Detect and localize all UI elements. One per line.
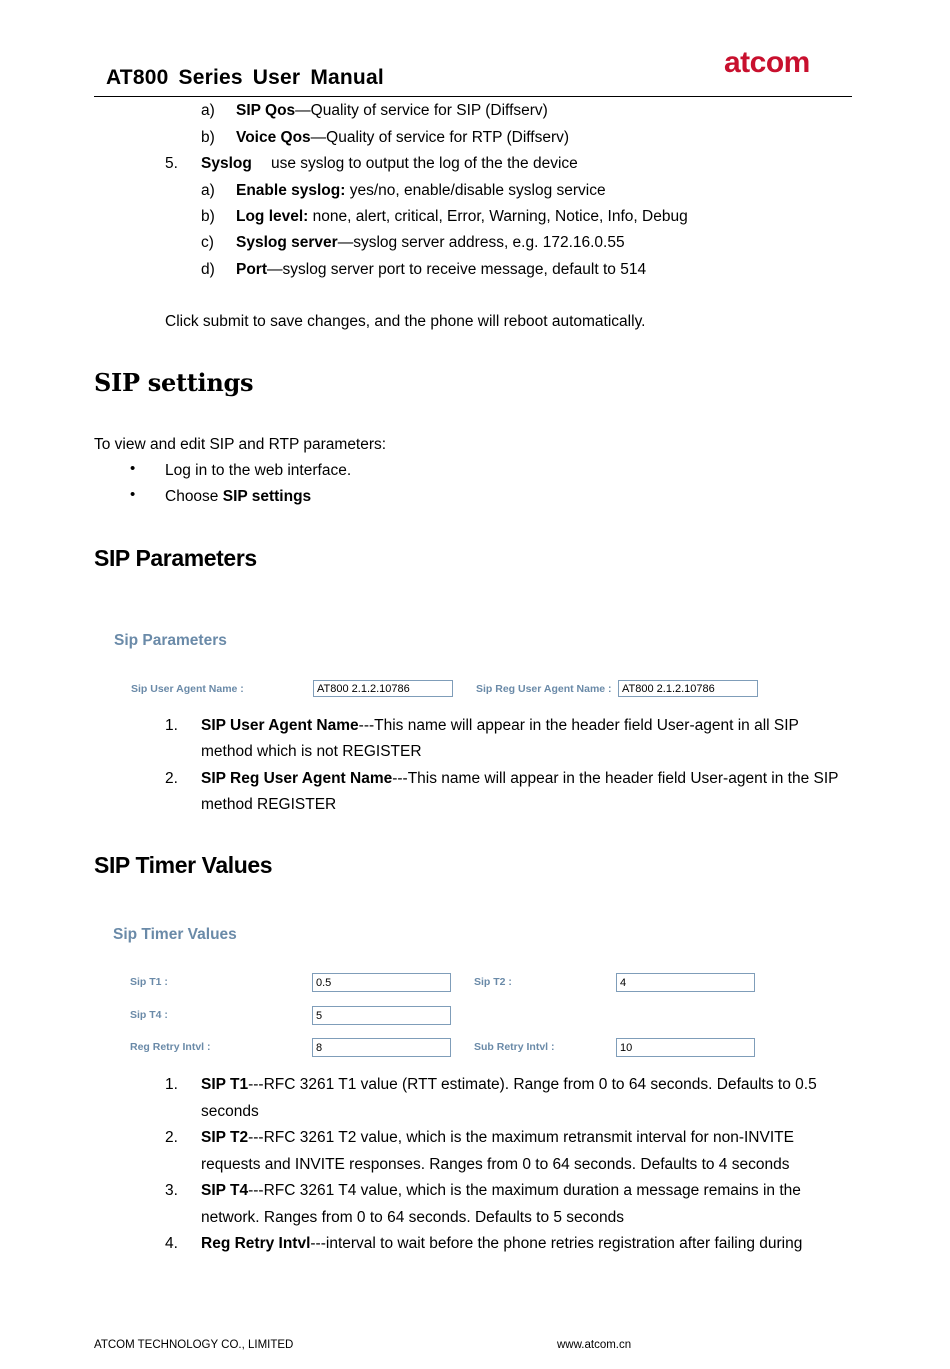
panel-title: Sip Parameters bbox=[114, 632, 227, 649]
description: —Quality of service for RTP (Diffserv) bbox=[310, 129, 570, 146]
list-marker: b) bbox=[201, 129, 215, 146]
list-item-continuation: method REGISTER bbox=[201, 796, 337, 813]
term: SIP T1 bbox=[201, 1076, 249, 1093]
t2-label: Sip T2 : bbox=[474, 976, 512, 988]
list-item bbox=[236, 128, 569, 148]
description: —syslog server port to receive message, default to 514 bbox=[267, 261, 647, 278]
atcom-logo: atcom bbox=[724, 46, 810, 79]
reg-retry-label: Reg Retry Intvl : bbox=[130, 1041, 211, 1053]
syslog-description: use syslog to output the log of the the device bbox=[271, 155, 578, 172]
term: SIP User Agent Name bbox=[201, 717, 359, 734]
list-item-continuation: network. Ranges from 0 to 64 seconds. Defaults to 5 seconds bbox=[201, 1209, 625, 1226]
list-item bbox=[236, 181, 606, 201]
intro-text: To view and edit SIP and RTP parameters: bbox=[94, 436, 387, 453]
term: SIP T4 bbox=[201, 1182, 249, 1199]
sub-retry-input[interactable]: 10 bbox=[616, 1038, 755, 1057]
panel-title: Sip Timer Values bbox=[113, 926, 237, 943]
user-agent-input[interactable]: AT800 2.1.2.10786 bbox=[313, 680, 453, 697]
description: —syslog server address, e.g. 172.16.0.55 bbox=[337, 234, 625, 251]
list-marker: 1. bbox=[165, 717, 178, 734]
list-marker: a) bbox=[201, 102, 215, 119]
list-marker: 4. bbox=[165, 1235, 178, 1252]
list-marker: 2. bbox=[165, 1129, 178, 1146]
reg-retry-input[interactable]: 8 bbox=[312, 1038, 451, 1057]
list-item bbox=[201, 1181, 801, 1201]
list-item bbox=[236, 260, 646, 280]
list-item bbox=[236, 233, 625, 253]
list-item bbox=[201, 769, 839, 789]
t4-label: Sip T4 : bbox=[130, 1009, 168, 1021]
user-agent-label: Sip User Agent Name : bbox=[131, 683, 244, 695]
description: none, alert, critical, Error, Warning, Notice, Info, Debug bbox=[308, 208, 688, 225]
header-divider bbox=[94, 96, 852, 97]
section-heading: SIP settings bbox=[94, 368, 254, 397]
term: Reg Retry Intvl bbox=[201, 1235, 311, 1252]
reg-user-agent-input[interactable]: AT800 2.1.2.10786 bbox=[618, 680, 758, 697]
t1-input[interactable]: 0.5 bbox=[312, 973, 451, 992]
term: SIP T2 bbox=[201, 1129, 249, 1146]
term: Syslog bbox=[201, 155, 252, 172]
t1-label: Sip T1 : bbox=[130, 976, 168, 988]
description: ---interval to wait before the phone retries registration after failing during bbox=[310, 1235, 803, 1252]
description: ---RFC 3261 T4 value, which is the maximum duration a message remains in the bbox=[248, 1182, 801, 1199]
manual-title: AT800 Series User Manual bbox=[106, 66, 384, 89]
term: SIP Qos bbox=[236, 102, 296, 119]
bullet-item bbox=[165, 487, 311, 507]
list-marker: 5. bbox=[165, 155, 178, 172]
list-item bbox=[236, 101, 548, 121]
sub-retry-label: Sub Retry Intvl : bbox=[474, 1041, 555, 1053]
list-item bbox=[236, 207, 688, 227]
term: SIP settings bbox=[222, 488, 312, 505]
submit-note: Click submit to save changes, and the phone will reboot automatically. bbox=[165, 313, 646, 330]
list-item-continuation: seconds bbox=[201, 1103, 259, 1120]
bullet-item: Log in to the web interface. bbox=[165, 462, 352, 479]
term: Log level: bbox=[236, 208, 309, 225]
list-marker: 2. bbox=[165, 770, 178, 787]
list-marker: c) bbox=[201, 234, 214, 251]
list-item bbox=[201, 1128, 794, 1148]
list-marker: d) bbox=[201, 261, 215, 278]
list-item bbox=[201, 1075, 817, 1095]
term: Voice Qos bbox=[236, 129, 311, 146]
bullet-icon: • bbox=[130, 486, 136, 503]
term: SIP Reg User Agent Name bbox=[201, 770, 393, 787]
description: ---This name will appear in the header field User-agent in the SIP bbox=[392, 770, 839, 787]
footer-website[interactable]: www.atcom.cn bbox=[557, 1339, 632, 1351]
list-marker: 3. bbox=[165, 1182, 178, 1199]
bullet-icon: • bbox=[130, 460, 136, 477]
list-item-continuation: requests and INVITE responses. Ranges from 0 to 64 seconds. Defaults to 4 seconds bbox=[201, 1156, 790, 1173]
description: —Quality of service for SIP (Diffserv) bbox=[295, 102, 548, 119]
t4-input[interactable]: 5 bbox=[312, 1006, 451, 1025]
description: ---RFC 3261 T1 value (RTT estimate). Range from 0 to 64 seconds. Defaults to 0.5 bbox=[248, 1076, 817, 1093]
description: ---RFC 3261 T2 value, which is the maximum retransmit interval for non-INVITE bbox=[248, 1129, 794, 1146]
list-item bbox=[201, 1234, 802, 1254]
list-item bbox=[201, 716, 799, 736]
list-item-continuation: method which is not REGISTER bbox=[201, 743, 422, 760]
term: Enable syslog: bbox=[236, 182, 346, 199]
term: Port bbox=[236, 261, 267, 278]
footer-company: ATCOM TECHNOLOGY CO., LIMITED bbox=[94, 1339, 294, 1351]
syslog-term bbox=[201, 154, 252, 174]
bullet-text: Choose bbox=[165, 488, 223, 505]
description: yes/no, enable/disable syslog service bbox=[345, 182, 606, 199]
list-marker: 1. bbox=[165, 1076, 178, 1093]
reg-user-agent-label: Sip Reg User Agent Name : bbox=[476, 683, 612, 695]
list-marker: a) bbox=[201, 182, 215, 199]
subsection-heading: SIP Timer Values bbox=[94, 852, 273, 878]
list-marker: b) bbox=[201, 208, 215, 225]
t2-input[interactable]: 4 bbox=[616, 973, 755, 992]
term: Syslog server bbox=[236, 234, 338, 251]
description: ---This name will appear in the header field User-agent in all SIP bbox=[358, 717, 799, 734]
subsection-heading: SIP Parameters bbox=[94, 545, 257, 571]
